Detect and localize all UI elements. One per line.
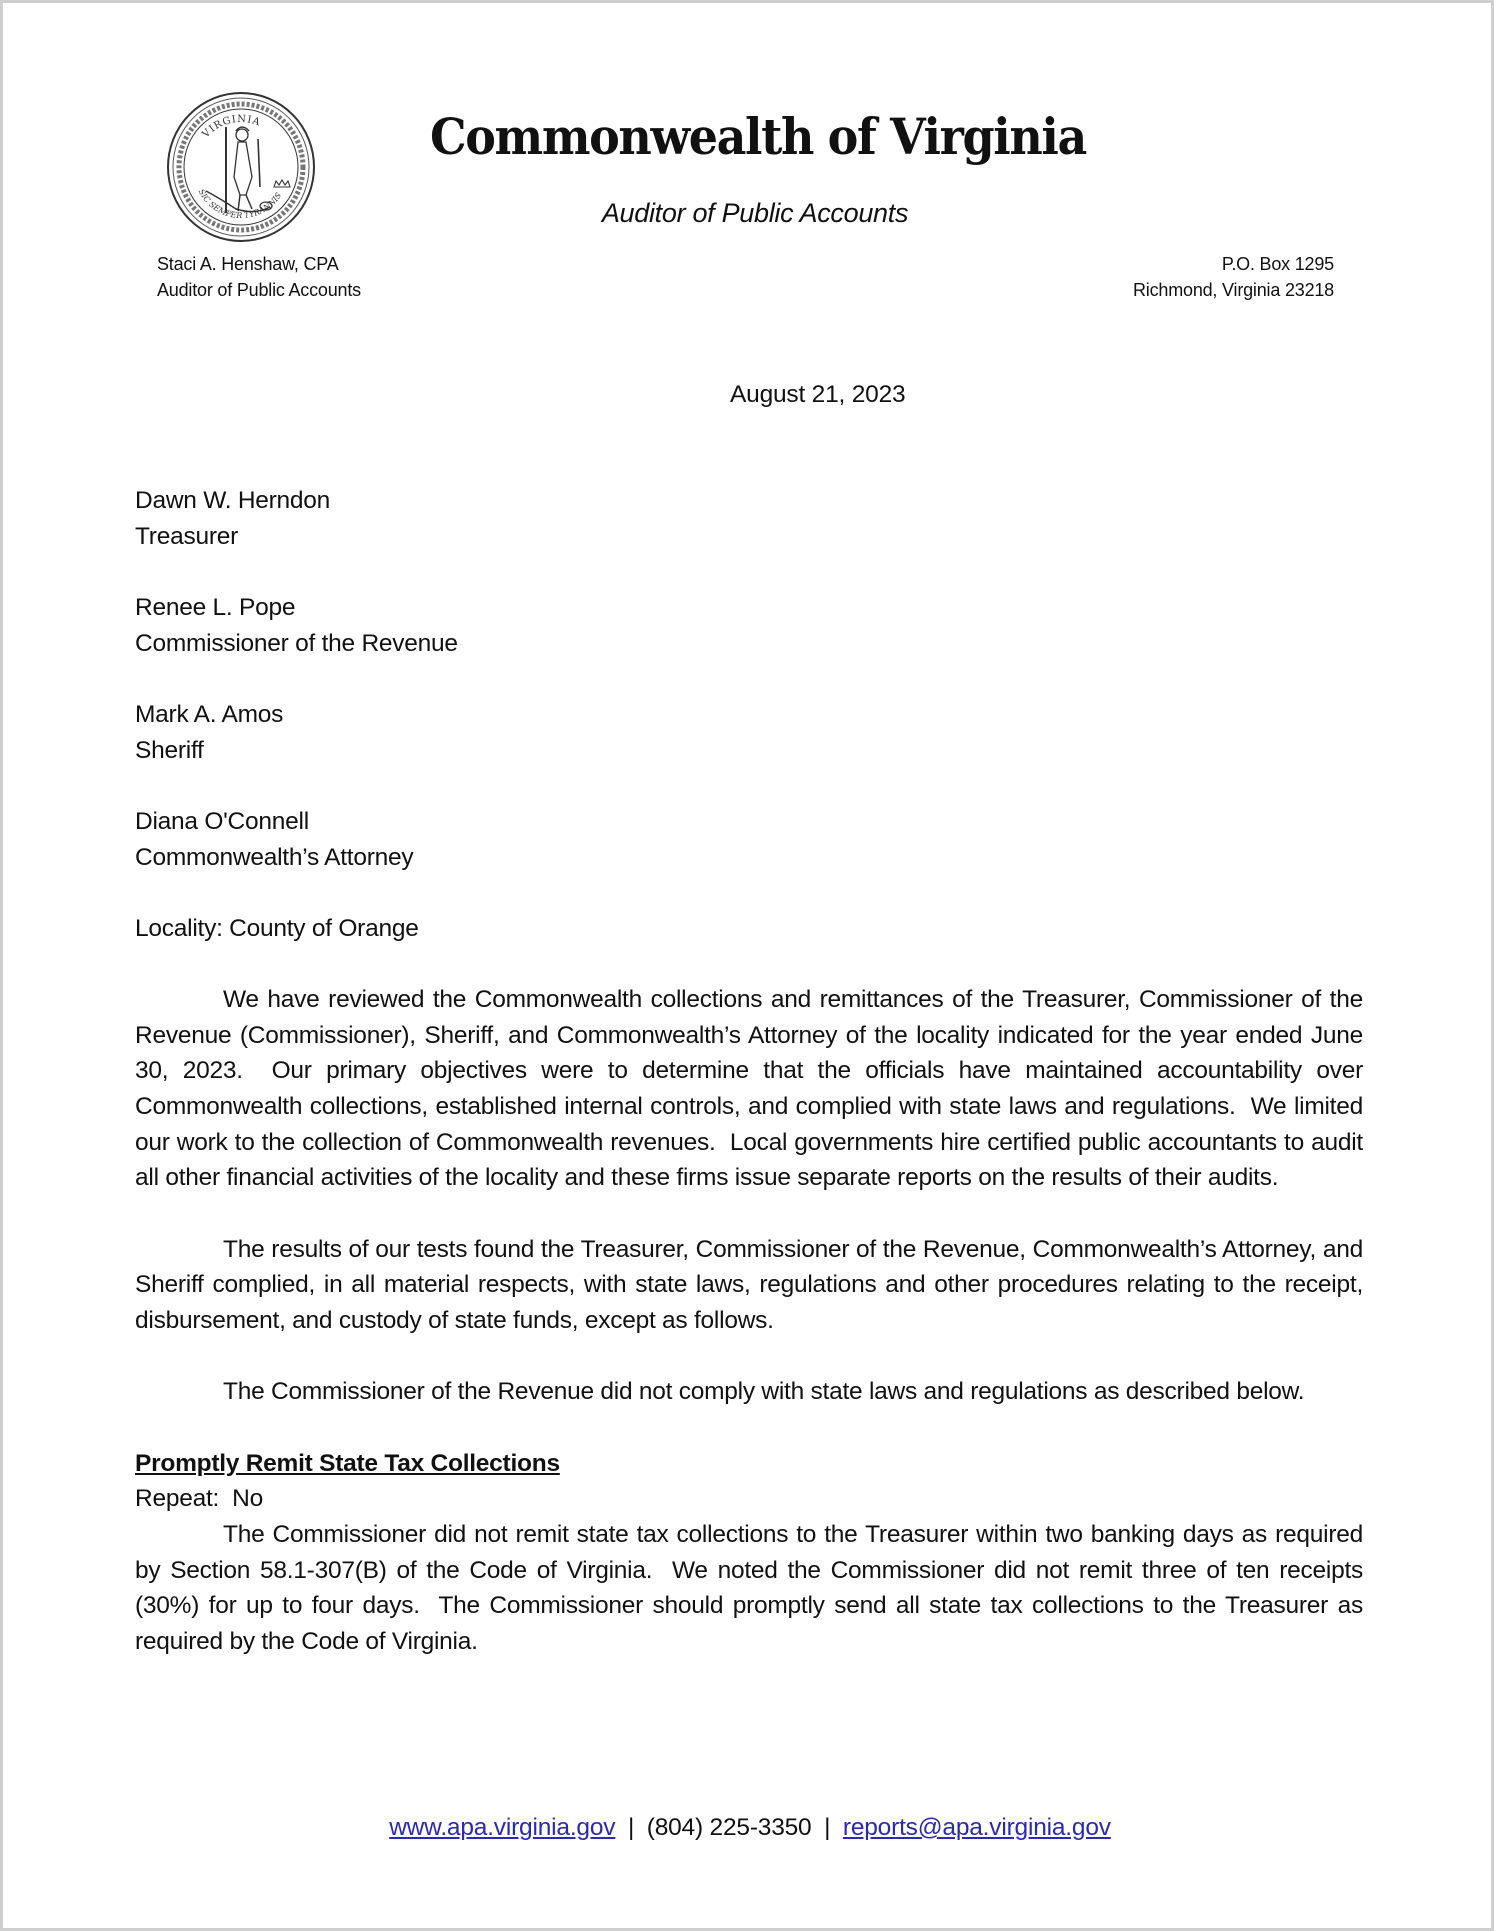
letter-body (135, 483, 1370, 1660)
address-line-1: P.O. Box 1295 (1221, 254, 1334, 274)
auditor-info (157, 251, 361, 303)
paragraph-review-scope: We have reviewed the Commonwealth collections and remittances of the Treasurer, Commissioner of the Revenue (Commissioner), Sheriff, and Commonwealth’s Attorney of the locality indicated for the year ended June 30, 2023. Our primary objectives were to determine that the officials have maintained accountability over Commonwealth collections, established internal controls, and complied with state laws and regulations. We limited our work to the collection of Commonwealth revenues. Local governments hire certified public accountants to audit all other financial activities of the locality and these firms issue separate reports on the results of their audits. (135, 986, 1370, 1192)
footer-separator: | (824, 1814, 831, 1841)
phone-number: (804) 225-3350 (646, 1814, 812, 1841)
letter-date: August 21, 2023 (730, 381, 906, 408)
finding-text: The Commissioner did not remit state tax collections to the Treasurer within two banking days as required by Section 58.1-307(B) of the Code of Virginia. We noted the Commissioner did not remit three of ten receipts (30%) for up to four days. The Commissioner should promptly send all state tax collections to the Treasurer as required by the Code of Virginia. (135, 1520, 1370, 1655)
letter-page (3, 3, 1491, 1928)
addressee-block (135, 590, 1363, 661)
letterhead-subtitle: Auditor of Public Accounts (601, 198, 909, 228)
seal-top-text: VIRGINIA (200, 113, 263, 141)
email-link[interactable]: reports@apa.virginia.gov (842, 1814, 1111, 1841)
addressee-title: Commissioner of the Revenue (135, 629, 458, 657)
auditor-title: Auditor of Public Accounts (157, 280, 361, 300)
addressee-title: Sheriff (135, 736, 204, 764)
mailing-address (1133, 251, 1334, 303)
finding-repeat-status: Repeat: No (135, 1485, 263, 1513)
addressee-title: Commonwealth’s Attorney (135, 843, 414, 871)
addressee-name: Mark A. Amos (135, 700, 284, 728)
footer-separator: | (627, 1814, 635, 1841)
addressee-title: Treasurer (135, 522, 239, 550)
footer-contact (3, 1810, 1494, 1846)
addressee-block (135, 804, 1363, 875)
finding-heading: Promptly Remit State Tax Collections (135, 1449, 560, 1477)
letterhead-title: Commonwealth of Virginia (430, 107, 1086, 166)
addressee-name: Dawn W. Herndon (135, 487, 331, 514)
seal-bottom-text: SIC SEMPER TYRANNIS (196, 187, 284, 221)
address-line-2: Richmond, Virginia 23218 (1133, 280, 1334, 300)
virginia-state-seal-icon (166, 91, 316, 243)
paragraph-noncompliance: The Commissioner of the Revenue did not comply with state laws and regulations as described below. (223, 1378, 1305, 1406)
locality-line: Locality: County of Orange (135, 914, 419, 942)
paragraph-test-results: The results of our tests found the Treasurer, Commissioner of the Revenue, Commonwealth’s Attorney, and Sheriff complied, in all material respects, with state laws, regulations and other procedures relating to the receipt, disbursement, and custody of state funds, except as follows. (135, 1235, 1370, 1334)
auditor-name: Staci A. Henshaw, CPA (157, 254, 339, 274)
addressee-name: Diana O'Connell (135, 807, 309, 835)
addressee-block (135, 483, 1363, 554)
addressee-block (135, 697, 1363, 768)
svg-text:VIRGINIA (200, 114, 262, 141)
website-link[interactable]: www.apa.virginia.gov (389, 1814, 616, 1841)
addressee-name: Renee L. Pope (135, 593, 296, 621)
